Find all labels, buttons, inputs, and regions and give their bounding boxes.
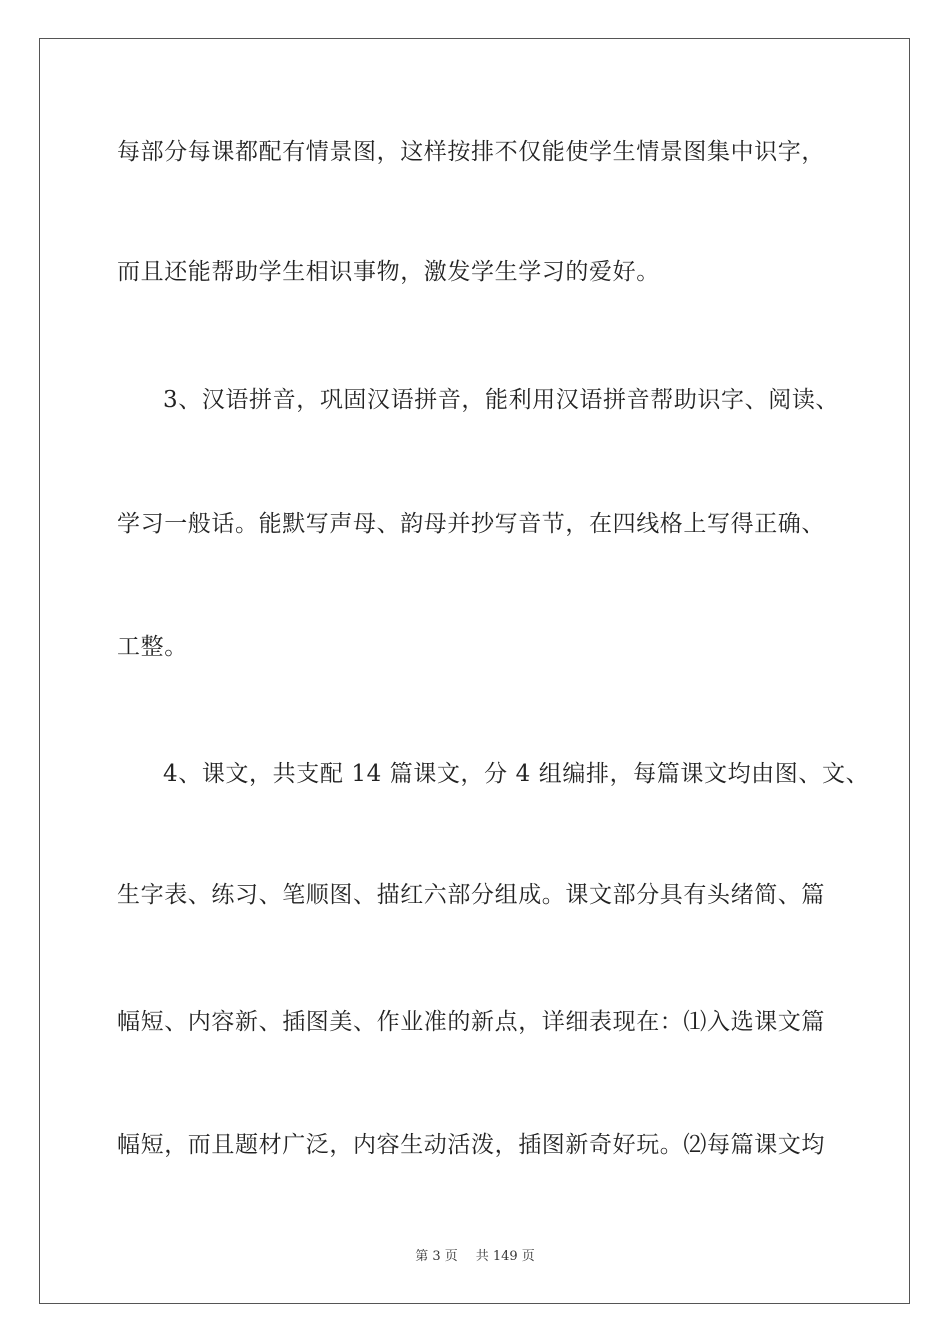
text-line: 生字表、练习、笔顺图、描红六部分组成。课文部分具有头绪简、篇 (117, 882, 825, 908)
text-line: 幅短、内容新、插图美、作业准的新点，详细表现在：⑴入选课文篇 (117, 1009, 825, 1035)
text-line: 4、课文，共支配 14 篇课文，分 4 组编排，每篇课文均由图、文、 (163, 761, 870, 787)
page-footer (0, 1248, 950, 1266)
text-line: 3、汉语拼音，巩固汉语拼音，能利用汉语拼音帮助识字、阅读、 (163, 387, 840, 413)
text-line: 工整。 (117, 634, 188, 660)
text-line: 而且还能帮助学生相识事物，激发学生学习的爱好。 (117, 259, 660, 285)
page-frame (39, 38, 910, 1304)
page-number: 第 3 页 (415, 1249, 458, 1264)
page-total: 共 149 页 (475, 1249, 535, 1264)
text-line: 学习一般话。能默写声母、韵母并抄写音节，在四线格上写得正确、 (117, 511, 825, 537)
text-line: 幅短，而且题材广泛，内容生动活泼，插图新奇好玩。⑵每篇课文均 (117, 1132, 825, 1158)
text-line: 每部分每课都配有情景图，这样按排不仅能使学生情景图集中识字， (117, 139, 825, 165)
